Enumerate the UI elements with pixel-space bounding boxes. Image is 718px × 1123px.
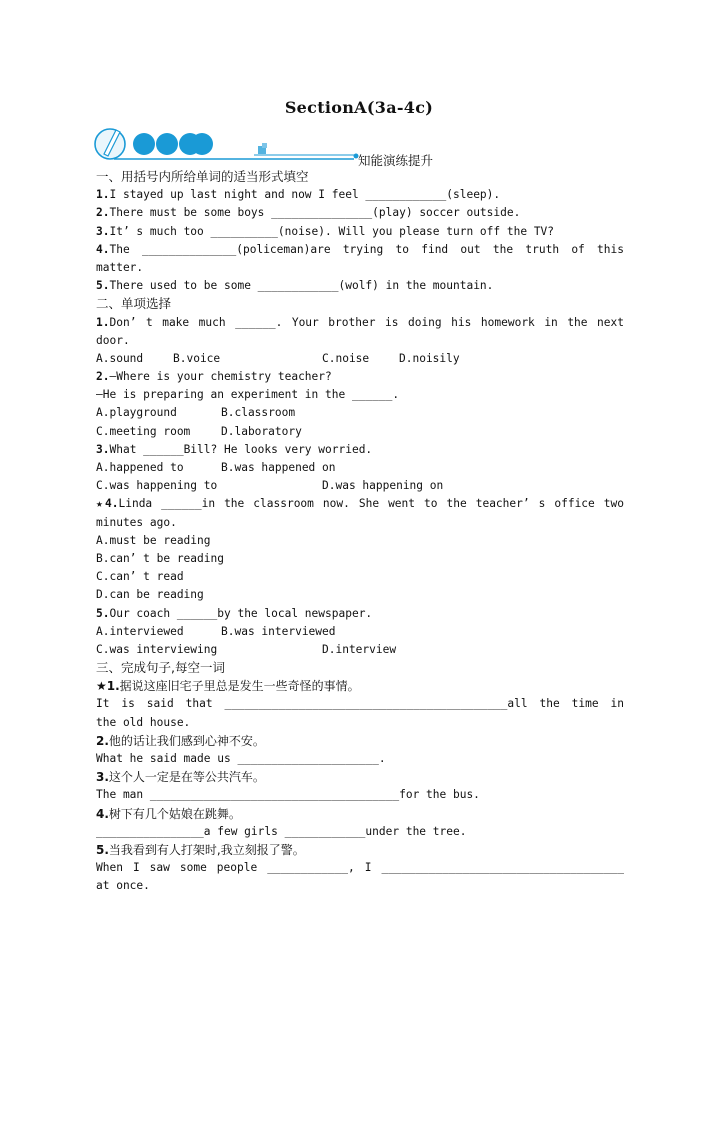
worksheet-content: [96, 168, 624, 896]
option: C.was happening to: [96, 479, 218, 493]
option: A.happened to: [96, 461, 184, 474]
banner-dot-2: [156, 133, 178, 155]
s2-q3: 3.What ______Bill? He looks very worried.: [96, 442, 373, 456]
section1-heading: 一、用括号内所给单词的适当形式填空: [96, 169, 309, 184]
option: A.interviewed: [96, 624, 184, 638]
section2-heading: 二、单项选择: [96, 296, 172, 312]
s2-q5-options-1: [96, 623, 624, 641]
s3-q4-zh: 4.树下有几个姑娘在跳舞。: [96, 806, 241, 821]
s2-q4: ★4.Linda ______in the classroom now. She went to the teacher’ s office two: [96, 497, 624, 511]
s3-q5-zh: 5.当我看到有人打架时,我立刻报了警。: [96, 842, 305, 857]
option: B.voice: [173, 351, 221, 365]
page-title: SectionA(3a-4c): [284, 98, 434, 117]
s3-q3-en: The man _____________________________________for the bus.: [96, 788, 480, 802]
s2-q1: 1.Don’ t make much ______. Your brother is doing his homework in the next: [96, 315, 624, 329]
s3-q5-cont: at once.: [96, 879, 150, 893]
s1-q1: 1.I stayed up last night and now I feel ____________(sleep).: [96, 188, 501, 202]
s3-q5-en: When I saw some people ____________, I ____________________________________: [96, 861, 624, 875]
s3-q2-en: What he said made us _____________________.: [96, 752, 386, 765]
option: D.laboratory: [221, 424, 302, 438]
s2-q4-cont: minutes ago.: [96, 515, 177, 529]
s2-q2-options-1: [96, 404, 624, 422]
option: B.classroom: [221, 406, 296, 420]
s3-q2-zh: 2.他的话让我们感到心神不安。: [96, 733, 265, 748]
s2-q1-cont: door.: [96, 333, 130, 347]
s2-q5-options-2: [96, 641, 624, 659]
s1-q3: 3.It’ s much too __________(noise). Will you please turn off the TV?: [96, 224, 555, 238]
s2-q2-line2: —He is preparing an experiment in the ______.: [96, 388, 400, 402]
option: D.was happening on: [322, 479, 444, 493]
option: D.interview: [322, 642, 397, 656]
s3-q4-en: ________________a few girls ____________under the tree.: [96, 824, 467, 838]
option: B.was happened on: [221, 461, 336, 474]
option: A.sound: [96, 351, 144, 365]
option: C.noise: [322, 351, 370, 365]
s3-q3-zh: 3.这个人一定是在等公共汽车。: [96, 770, 265, 785]
s1-q4: 4.The ______________(policeman)are trying to find out the truth of this: [96, 242, 624, 256]
option: C.meeting room: [96, 424, 191, 438]
s2-q2: 2.—Where is your chemistry teacher?: [96, 370, 332, 384]
option: B.can’ t be reading: [96, 551, 224, 565]
s2-q1-options: [96, 350, 624, 368]
s1-q4-cont: matter.: [96, 260, 144, 274]
s3-q1-en: It is said that __________________________________________all the time in: [96, 697, 624, 711]
s2-q3-options-2: [96, 477, 624, 495]
s3-q1-cont: the old house.: [96, 715, 191, 729]
s2-q5: 5.Our coach ______by the local newspaper.: [96, 606, 373, 620]
option: C.can’ t read: [96, 570, 184, 584]
s2-q2-options-2: [96, 423, 624, 441]
option: A.must be reading: [96, 533, 211, 547]
option: D.can be reading: [96, 588, 204, 602]
s1-q2: 2.There must be some boys _______________(play) soccer outside.: [96, 206, 521, 220]
option: D.noisily: [399, 351, 460, 365]
section3-heading: 三、完成句子,每空一词: [96, 660, 225, 676]
option: C.was interviewing: [96, 642, 218, 656]
banner-dot-4: [191, 133, 213, 155]
s3-q1-zh: ★1.据说这座旧宅子里总是发生一些奇怪的事情。: [96, 679, 360, 694]
s1-q5: 5.There used to be some ____________(wolf) in the mountain.: [96, 279, 494, 293]
banner-dot-1: [133, 133, 155, 155]
banner-label: 知能演练提升: [358, 153, 434, 168]
option: B.was interviewed: [221, 624, 336, 638]
option: A.playground: [96, 406, 177, 420]
s2-q3-options-1: [96, 459, 624, 477]
